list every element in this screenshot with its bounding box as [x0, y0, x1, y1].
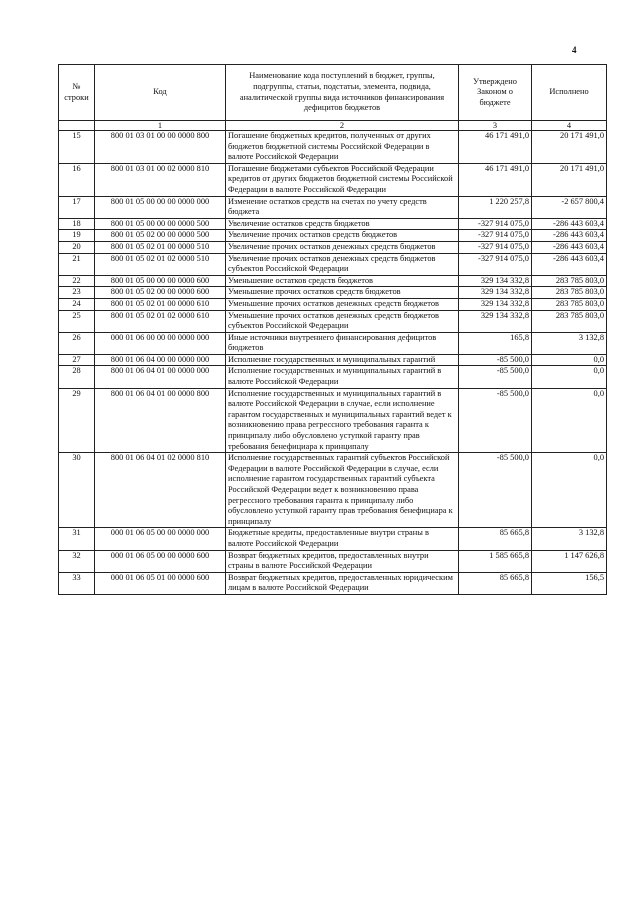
table-row: [59, 388, 607, 453]
row-executed: 283 785 803,0: [532, 298, 607, 310]
column-index-row: [59, 121, 607, 131]
row-executed: 0,0: [532, 453, 607, 528]
row-code: 800 01 05 02 01 02 0000 610: [95, 310, 226, 332]
table-row: [59, 253, 607, 275]
row-executed: -286 443 603,4: [532, 230, 607, 242]
table-row: [59, 196, 607, 218]
header-name: Наименование кода поступлений в бюджет, группы, подгруппы, статьи, подстатьи, элемента, подвида, аналитической группы вида источников финансирования дефицитов бюджетов: [226, 65, 459, 121]
column-index: 1: [95, 121, 226, 131]
row-name: Уменьшение прочих остатков денежных средств бюджетов: [226, 298, 459, 310]
row-approved: 85 665,8: [459, 572, 532, 594]
row-approved: 329 134 332,8: [459, 287, 532, 299]
row-name: Уменьшение прочих остатков средств бюджетов: [226, 287, 459, 299]
row-code: 800 01 05 00 00 00 0000 000: [95, 196, 226, 218]
row-executed: 283 785 803,0: [532, 287, 607, 299]
table-row: [59, 354, 607, 366]
row-approved: 329 134 332,8: [459, 310, 532, 332]
table-row: [59, 241, 607, 253]
row-name: Увеличение прочих остатков денежных средств бюджетов: [226, 241, 459, 253]
header-approved: Утверждено Законом о бюджете: [459, 65, 532, 121]
row-approved: 46 171 491,0: [459, 163, 532, 196]
row-name: Уменьшение прочих остатков денежных средств бюджетов субъектов Российской Федерации: [226, 310, 459, 332]
row-number: 30: [59, 453, 95, 528]
row-code: 800 01 05 00 00 00 0000 600: [95, 275, 226, 287]
row-name: Погашение бюджетами субъектов Российской Федерации кредитов от других бюджетов бюджетной системы Российской Федерации в валюте Российской Федерации: [226, 163, 459, 196]
table-row: [59, 275, 607, 287]
table-row: [59, 163, 607, 196]
row-name: Исполнение государственных и муниципальных гарантий в валюте Российской Федерации в случае, если исполнение гарантом государственных и муниципальных гарантий ведет к возникновению права регрессного требования гаранта к принципалу либо обусловлено уступкой гаранту прав требования бенефициара к принципалу: [226, 388, 459, 453]
row-code: 000 01 06 05 01 00 0000 600: [95, 572, 226, 594]
row-number: 20: [59, 241, 95, 253]
column-index: [59, 121, 95, 131]
row-code: 000 01 06 05 00 00 0000 600: [95, 550, 226, 572]
row-name: Увеличение прочих остатков средств бюджетов: [226, 230, 459, 242]
table-row: [59, 366, 607, 388]
row-approved: 1 585 665,8: [459, 550, 532, 572]
row-executed: -2 657 800,4: [532, 196, 607, 218]
row-name: Бюджетные кредиты, предоставленные внутри страны в валюте Российской Федерации: [226, 528, 459, 550]
table-row: [59, 572, 607, 594]
row-approved: 329 134 332,8: [459, 275, 532, 287]
table-row: [59, 550, 607, 572]
row-approved: -327 914 075,0: [459, 241, 532, 253]
row-approved: -327 914 075,0: [459, 230, 532, 242]
table-row: [59, 453, 607, 528]
table-row: [59, 528, 607, 550]
row-approved: 46 171 491,0: [459, 131, 532, 164]
row-executed: 20 171 491,0: [532, 163, 607, 196]
header-executed: Исполнено: [532, 65, 607, 121]
row-executed: 283 785 803,0: [532, 275, 607, 287]
row-executed: 1 147 626,8: [532, 550, 607, 572]
row-number: 22: [59, 275, 95, 287]
row-number: 17: [59, 196, 95, 218]
row-code: 800 01 06 04 01 00 0000 800: [95, 388, 226, 453]
table-row: [59, 218, 607, 230]
row-number: 33: [59, 572, 95, 594]
row-approved: -327 914 075,0: [459, 253, 532, 275]
column-index: 4: [532, 121, 607, 131]
row-approved: -85 500,0: [459, 388, 532, 453]
column-index: 2: [226, 121, 459, 131]
column-index: 3: [459, 121, 532, 131]
header-row-number: № строки: [59, 65, 95, 121]
row-code: 800 01 06 04 01 02 0000 810: [95, 453, 226, 528]
row-name: Исполнение государственных и муниципальных гарантий: [226, 354, 459, 366]
table-header-row: [59, 65, 607, 121]
row-approved: 329 134 332,8: [459, 298, 532, 310]
row-code: 000 01 06 00 00 00 0000 000: [95, 332, 226, 354]
row-executed: 0,0: [532, 388, 607, 453]
row-approved: 1 220 257,8: [459, 196, 532, 218]
row-code: 800 01 05 02 00 00 0000 600: [95, 287, 226, 299]
row-number: 29: [59, 388, 95, 453]
row-code: 000 01 06 05 00 00 0000 000: [95, 528, 226, 550]
row-executed: 0,0: [532, 354, 607, 366]
row-code: 800 01 03 01 00 00 0000 800: [95, 131, 226, 164]
row-approved: -85 500,0: [459, 366, 532, 388]
header-code: Код: [95, 65, 226, 121]
row-code: 800 01 05 00 00 00 0000 500: [95, 218, 226, 230]
row-executed: 283 785 803,0: [532, 310, 607, 332]
row-name: Возврат бюджетных кредитов, предоставленных внутри страны в валюте Российской Федерации: [226, 550, 459, 572]
row-code: 800 01 06 04 01 00 0000 000: [95, 366, 226, 388]
page-number: 4: [572, 45, 577, 55]
table-row: [59, 332, 607, 354]
table-row: [59, 230, 607, 242]
row-number: 26: [59, 332, 95, 354]
row-number: 15: [59, 131, 95, 164]
row-name: Уменьшение остатков средств бюджетов: [226, 275, 459, 287]
row-executed: 3 132,8: [532, 528, 607, 550]
row-number: 27: [59, 354, 95, 366]
table-row: [59, 310, 607, 332]
row-executed: -286 443 603,4: [532, 218, 607, 230]
row-number: 23: [59, 287, 95, 299]
row-name: Исполнение государственных гарантий субъектов Российской Федерации в валюте Российской Федерации в случае, если исполнение гарантом государственных гарантий субъекта Российской Федерации ведет к возникновению права регрессного требования гаранта к принципалу либо обусловлено уступкой гаранту прав требования бенефициара к принципалу: [226, 453, 459, 528]
row-number: 16: [59, 163, 95, 196]
row-number: 18: [59, 218, 95, 230]
row-number: 32: [59, 550, 95, 572]
row-number: 28: [59, 366, 95, 388]
row-number: 25: [59, 310, 95, 332]
table-row: [59, 298, 607, 310]
row-code: 800 01 05 02 00 00 0000 500: [95, 230, 226, 242]
row-approved: -85 500,0: [459, 453, 532, 528]
row-name: Изменение остатков средств на счетах по учету средств бюджета: [226, 196, 459, 218]
row-number: 24: [59, 298, 95, 310]
row-approved: -85 500,0: [459, 354, 532, 366]
row-approved: 165,8: [459, 332, 532, 354]
row-number: 21: [59, 253, 95, 275]
row-code: 800 01 06 04 00 00 0000 000: [95, 354, 226, 366]
row-code: 800 01 03 01 00 02 0000 810: [95, 163, 226, 196]
row-name: Увеличение остатков средств бюджетов: [226, 218, 459, 230]
row-name: Исполнение государственных и муниципальных гарантий в валюте Российской Федерации: [226, 366, 459, 388]
row-executed: 0,0: [532, 366, 607, 388]
row-number: 31: [59, 528, 95, 550]
budget-sources-table: [58, 64, 607, 595]
table-row: [59, 131, 607, 164]
row-name: Иные источники внутреннего финансирования дефицитов бюджетов: [226, 332, 459, 354]
row-approved: -327 914 075,0: [459, 218, 532, 230]
row-number: 19: [59, 230, 95, 242]
row-approved: 85 665,8: [459, 528, 532, 550]
row-name: Возврат бюджетных кредитов, предоставленных юридическим лицам в валюте Российской Федерации: [226, 572, 459, 594]
row-name: Погашение бюджетных кредитов, полученных от других бюджетов бюджетной системы Российской Федерации в валюте Российской Федерации: [226, 131, 459, 164]
row-executed: -286 443 603,4: [532, 241, 607, 253]
table-row: [59, 287, 607, 299]
row-executed: 156,5: [532, 572, 607, 594]
row-code: 800 01 05 02 01 00 0000 510: [95, 241, 226, 253]
row-code: 800 01 05 02 01 00 0000 610: [95, 298, 226, 310]
row-name: Увеличение прочих остатков денежных средств бюджетов субъектов Российской Федерации: [226, 253, 459, 275]
row-executed: -286 443 603,4: [532, 253, 607, 275]
row-code: 800 01 05 02 01 02 0000 510: [95, 253, 226, 275]
row-executed: 3 132,8: [532, 332, 607, 354]
row-executed: 20 171 491,0: [532, 131, 607, 164]
